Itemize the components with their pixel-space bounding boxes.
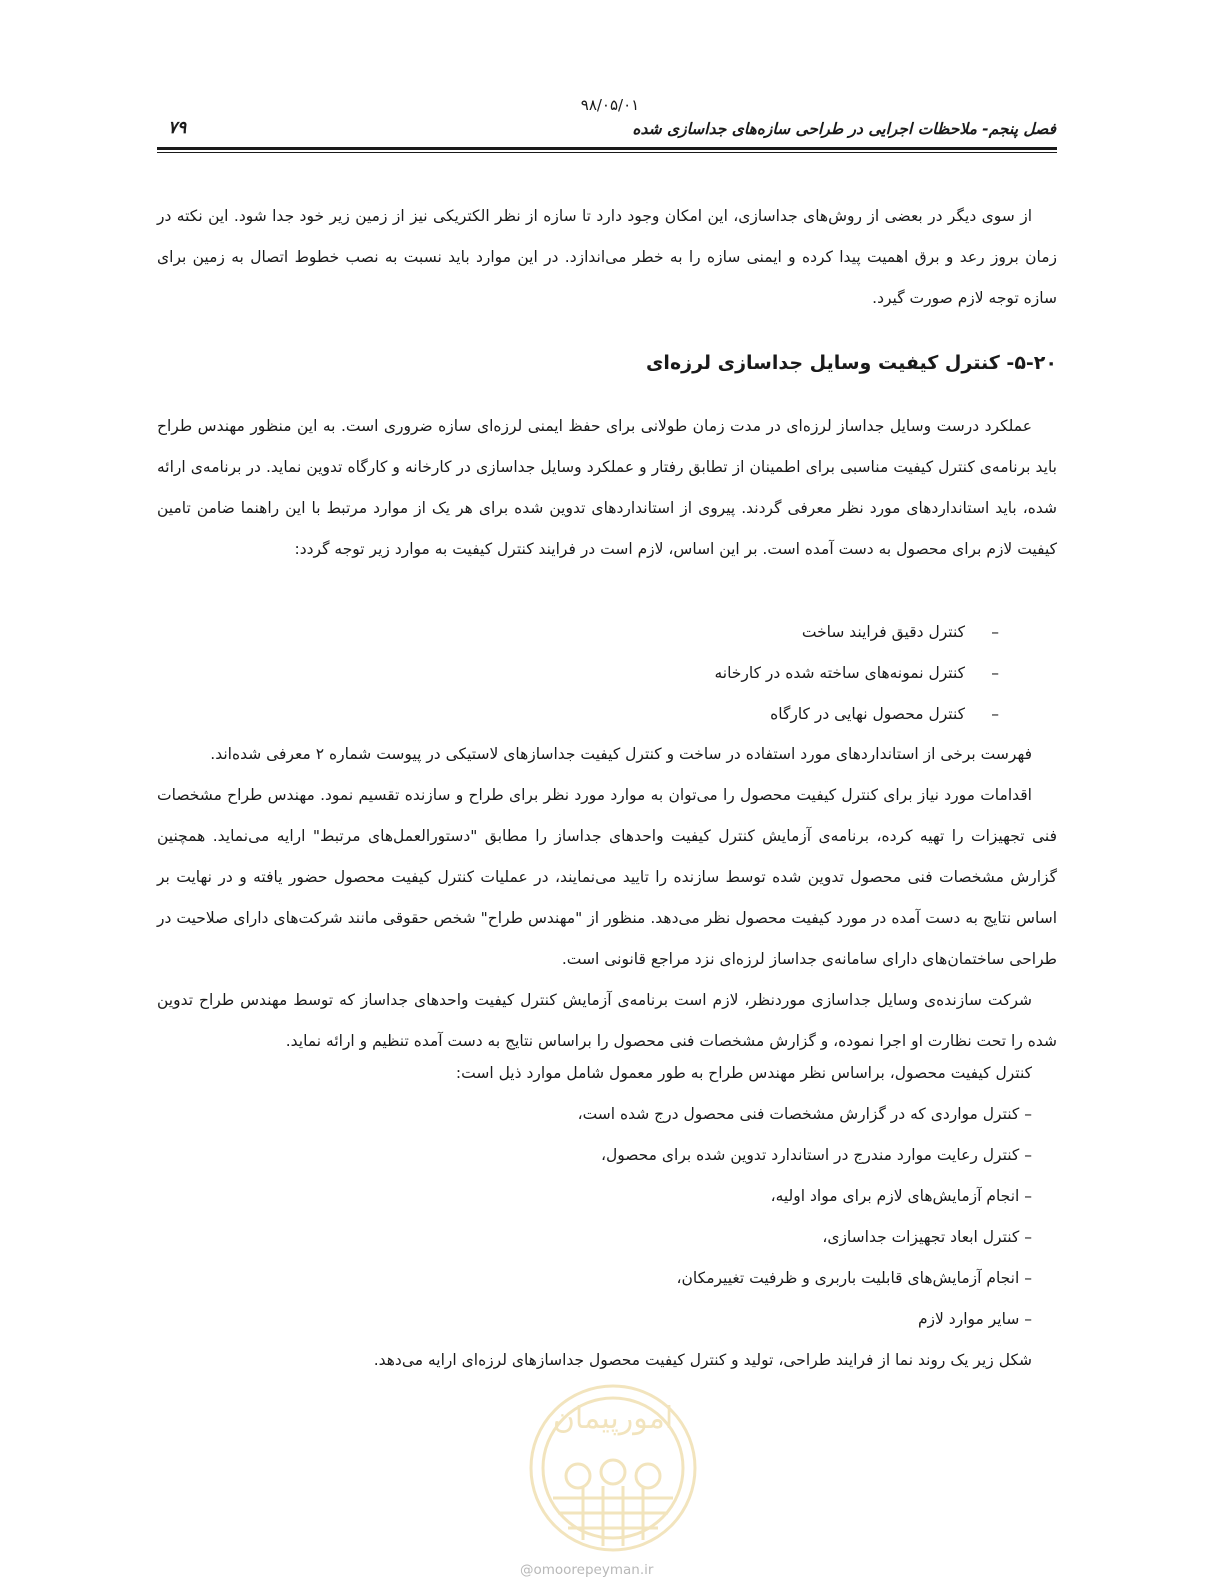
control-items-list (578, 1094, 1032, 1340)
section-heading: ۵-۲۰- کنترل کیفیت وسایل جداسازی لرزه‌ای (646, 352, 1057, 374)
quality-paragraph-1: عملکرد درست وسایل جداساز لرزه‌ای در مدت زمان طولانی برای حفظ ایمنی لرزه‌ای سازه ضروری است. به این منظور مهندس طراح باید برنامه‌ی کنترل کیفیت مناسبی برای اطمینان از تطابق رفتار و عملکرد وسایل جداسازی در کارخانه و کارگاه تدوین نماید. در برنامه‌ی ارائه شده، باید استانداردهای مورد نظر معرفی گردند. پیروی از استانداردهای تدوین شده برای هر یک از موارد مرتبط با این راهنما ضامن تامین کیفیت لازم برای محصول به دست آمده است. بر این اساس، لازم است در فرایند کنترل کیفیت به موارد زیر توجه گردد: (157, 417, 1057, 558)
header-date: ۹۸/۰۵/۰۱ (580, 96, 640, 114)
standards-paragraph: فهرست برخی از استانداردهای مورد استفاده در ساخت و کنترل کیفیت جداسازهای لاستیکی در پیوست شماره ۲ معرفی شده‌اند. (210, 745, 1032, 763)
list-item: – کنترل ابعاد تجهیزات جداسازی، (578, 1217, 1032, 1258)
list-item: – انجام آزمایش‌های قابلیت باربری و ظرفیت تغییرمکان، (578, 1258, 1032, 1299)
page-number: ۷۹ (168, 118, 187, 138)
list-item: – کنترل نمونه‌های ساخته شده در کارخانه (714, 653, 999, 694)
watermark-site: @omoorepeyman.ir (520, 1562, 654, 1578)
header-rule-thin (157, 152, 1057, 153)
watermark-logo-text: امورپیمان (552, 1401, 674, 1436)
list-item: – کنترل مواردی که در گزارش مشخصات فنی محصول درج شده است، (578, 1094, 1032, 1135)
quality-dash-list (714, 612, 999, 735)
running-title: فصل پنجم- ملاحظات اجرایی در طراحی سازه‌های جداسازی شده (632, 120, 1056, 138)
list-item: – کنترل محصول نهایی در کارگاه (714, 694, 999, 735)
closing-paragraph: شکل زیر یک روند نما از فرایند طراحی، تولید و کنترل کیفیت محصول جداسازهای لرزه‌ای ارایه می‌دهد. (373, 1351, 1032, 1369)
list-item: – انجام آزمایش‌های لازم برای مواد اولیه، (578, 1176, 1032, 1217)
control-intro-paragraph: کنترل کیفیت محصول، براساس نظر مهندس طراح به طور معمول شامل موارد ذیل است: (455, 1064, 1032, 1082)
list-item: – کنترل رعایت موارد مندرج در استاندارد تدوین شده برای محصول، (578, 1135, 1032, 1176)
list-item: – کنترل دقیق فرایند ساخت (714, 612, 999, 653)
manufacturer-paragraph: شرکت سازنده‌ی وسایل جداسازی موردنظر، لازم است برنامه‌ی آزمایش کنترل کیفیت واحدهای جداساز که توسط مهندس طراح تدوین شده را تحت نظارت او اجرا نموده، و گزارش مشخصات فنی محصول را براساس نتایج به دست آمده تنظیم و ارائه نماید. (157, 991, 1057, 1050)
list-item: – سایر موارد لازم (578, 1299, 1032, 1340)
intro-paragraph: از سوی دیگر در بعضی از روش‌های جداسازی، این امکان وجود دارد تا سازه از نظر الکتریکی نیز از زمین زیر خود جدا شود. این نکته در زمان بروز رعد و برق اهمیت پیدا کرده و ایمنی سازه را به خطر می‌اندازد. در این موارد باید نسبت به نصب خطوط اتصال به زمین برای سازه توجه لازم صورت گیرد. (157, 207, 1057, 307)
watermark-logo-icon (498, 1368, 728, 1558)
header-rule-thick (157, 147, 1057, 150)
actions-paragraph: اقدامات مورد نیاز برای کنترل کیفیت محصول را می‌توان به موارد مورد نظر برای طراح و سازنده تقسیم نمود. مهندس طراح مشخصات فنی تجهیزات را تهیه کرده، برنامه‌ی آزمایش کنترل کیفیت واحدهای جداساز را مطابق "دستورالعمل‌های مرتبط" ارایه می‌نماید. همچنین گزارش مشخصات فنی محصول تدوین شده توسط سازنده را تایید می‌نمایند، در عملیات کنترل کیفیت محصول حضور یافته و در نهایت بر اساس نتایج به دست آمده در مورد کیفیت محصول نظر می‌دهد. منظور از "مهندس طراح" شخص حقوقی مانند شرکت‌های دارای صلاحیت در طراحی ساختمان‌های دارای سامانه‌ی جداساز لرزه‌ای نزد مراجع قانونی است. (157, 786, 1057, 968)
